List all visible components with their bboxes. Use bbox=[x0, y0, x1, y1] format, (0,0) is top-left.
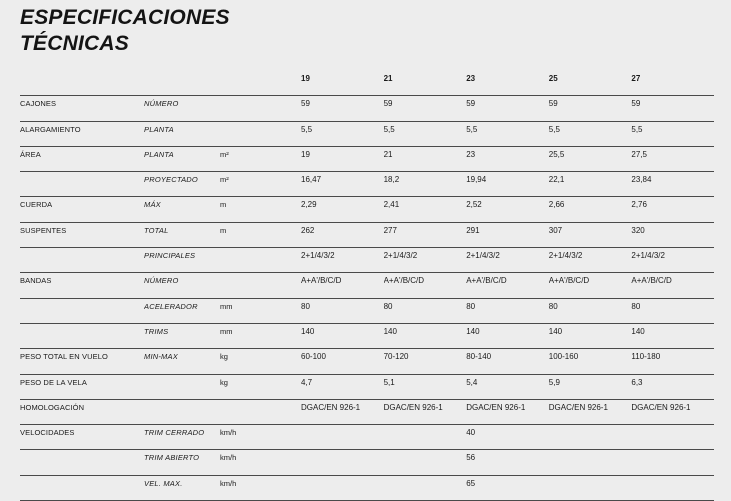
row-sublabel: MÁX bbox=[144, 197, 220, 222]
row-value: 2+1/4/3/2 bbox=[301, 248, 384, 273]
table-row bbox=[20, 374, 714, 399]
row-sublabel: PROYECTADO bbox=[144, 172, 220, 197]
row-value bbox=[631, 425, 714, 450]
row-unit bbox=[220, 399, 301, 424]
row-value: 5,5 bbox=[466, 121, 549, 146]
page-title bbox=[20, 5, 230, 57]
row-value: 2+1/4/3/2 bbox=[631, 248, 714, 273]
table-row bbox=[20, 399, 714, 424]
row-value: 277 bbox=[384, 222, 467, 247]
row-sublabel: TOTAL bbox=[144, 222, 220, 247]
row-sublabel: PLANTA bbox=[144, 121, 220, 146]
row-value: 2,52 bbox=[466, 197, 549, 222]
row-value: 22,1 bbox=[549, 172, 632, 197]
row-label: PESO TOTAL EN VUELO bbox=[20, 349, 144, 374]
row-value: 4,7 bbox=[301, 374, 384, 399]
row-value: 65 bbox=[466, 475, 549, 500]
table-row bbox=[20, 475, 714, 500]
row-value: 2+1/4/3/2 bbox=[466, 248, 549, 273]
row-value: 19,94 bbox=[466, 172, 549, 197]
row-sublabel: NÚMERO bbox=[144, 96, 220, 121]
row-value: 80 bbox=[384, 298, 467, 323]
table-row bbox=[20, 197, 714, 222]
row-value: 100-160 bbox=[549, 349, 632, 374]
row-value bbox=[301, 425, 384, 450]
row-unit: m² bbox=[220, 146, 301, 171]
row-sublabel: NÚMERO bbox=[144, 273, 220, 298]
header-size: 23 bbox=[466, 71, 549, 96]
row-value: 18,2 bbox=[384, 172, 467, 197]
table-row bbox=[20, 172, 714, 197]
specs-body bbox=[20, 96, 714, 501]
row-value: A+A'/B/C/D bbox=[301, 273, 384, 298]
row-label: ÁREA bbox=[20, 146, 144, 171]
header-empty-unit bbox=[220, 71, 301, 96]
row-value: 6,3 bbox=[631, 374, 714, 399]
row-sublabel: TRIM ABIERTO bbox=[144, 450, 220, 475]
row-value: 2,41 bbox=[384, 197, 467, 222]
row-sublabel: MIN-MAX bbox=[144, 349, 220, 374]
row-label: CUERDA bbox=[20, 197, 144, 222]
row-value: 25,5 bbox=[549, 146, 632, 171]
row-value: A+A'/B/C/D bbox=[384, 273, 467, 298]
table-row bbox=[20, 222, 714, 247]
row-value: 262 bbox=[301, 222, 384, 247]
row-sublabel: PLANTA bbox=[144, 146, 220, 171]
table-row bbox=[20, 323, 714, 348]
row-unit: m bbox=[220, 197, 301, 222]
row-value bbox=[549, 425, 632, 450]
row-value: A+A'/B/C/D bbox=[631, 273, 714, 298]
row-value: 307 bbox=[549, 222, 632, 247]
row-value: 59 bbox=[631, 96, 714, 121]
row-sublabel bbox=[144, 399, 220, 424]
row-value: 140 bbox=[549, 323, 632, 348]
row-value bbox=[301, 475, 384, 500]
row-label bbox=[20, 323, 144, 348]
row-label: SUSPENTES bbox=[20, 222, 144, 247]
row-unit: m bbox=[220, 222, 301, 247]
table-row bbox=[20, 96, 714, 121]
title-line-2: TÉCNICAS bbox=[20, 32, 129, 55]
row-value: 59 bbox=[466, 96, 549, 121]
row-unit bbox=[220, 273, 301, 298]
table-row bbox=[20, 121, 714, 146]
row-value bbox=[384, 450, 467, 475]
row-value: 140 bbox=[466, 323, 549, 348]
row-value: 40 bbox=[466, 425, 549, 450]
row-value: 80-140 bbox=[466, 349, 549, 374]
header-row bbox=[20, 71, 714, 96]
header-size: 27 bbox=[631, 71, 714, 96]
table-row bbox=[20, 450, 714, 475]
table-row bbox=[20, 349, 714, 374]
table-row bbox=[20, 298, 714, 323]
row-value: 19 bbox=[301, 146, 384, 171]
row-unit: kg bbox=[220, 374, 301, 399]
row-value bbox=[301, 450, 384, 475]
row-value: A+A'/B/C/D bbox=[466, 273, 549, 298]
row-unit: mm bbox=[220, 298, 301, 323]
specs-table bbox=[20, 71, 714, 501]
row-value bbox=[384, 425, 467, 450]
table-row bbox=[20, 273, 714, 298]
row-sublabel: TRIM CERRADO bbox=[144, 425, 220, 450]
row-value: 80 bbox=[631, 298, 714, 323]
row-label: BANDAS bbox=[20, 273, 144, 298]
row-value: 23,84 bbox=[631, 172, 714, 197]
row-value bbox=[549, 475, 632, 500]
row-value: 5,9 bbox=[549, 374, 632, 399]
row-label: HOMOLOGACIÓN bbox=[20, 399, 144, 424]
row-value: 80 bbox=[549, 298, 632, 323]
row-value: 291 bbox=[466, 222, 549, 247]
row-sublabel: VEL. MAX. bbox=[144, 475, 220, 500]
table-row bbox=[20, 425, 714, 450]
header-size: 21 bbox=[384, 71, 467, 96]
row-value: A+A'/B/C/D bbox=[549, 273, 632, 298]
row-value: 70-120 bbox=[384, 349, 467, 374]
row-value: 5,5 bbox=[631, 121, 714, 146]
row-label bbox=[20, 172, 144, 197]
header-empty-sub bbox=[144, 71, 220, 96]
row-value: 21 bbox=[384, 146, 467, 171]
row-value: 16,47 bbox=[301, 172, 384, 197]
row-value bbox=[631, 475, 714, 500]
row-sublabel: ACELERADOR bbox=[144, 298, 220, 323]
row-label bbox=[20, 450, 144, 475]
row-value: 59 bbox=[384, 96, 467, 121]
row-unit: mm bbox=[220, 323, 301, 348]
row-label: CAJONES bbox=[20, 96, 144, 121]
row-value: 27,5 bbox=[631, 146, 714, 171]
row-label bbox=[20, 475, 144, 500]
row-value: 56 bbox=[466, 450, 549, 475]
title-line-1: ESPECIFICACIONES bbox=[20, 6, 230, 29]
row-value: DGAC/EN 926-1 bbox=[301, 399, 384, 424]
row-label bbox=[20, 298, 144, 323]
specs-header bbox=[20, 71, 714, 96]
row-value: 2,76 bbox=[631, 197, 714, 222]
header-empty-label bbox=[20, 71, 144, 96]
row-label: ALARGAMIENTO bbox=[20, 121, 144, 146]
row-unit: m² bbox=[220, 172, 301, 197]
row-value: 2,29 bbox=[301, 197, 384, 222]
row-value: 5,5 bbox=[301, 121, 384, 146]
row-unit bbox=[220, 248, 301, 273]
row-value: 80 bbox=[466, 298, 549, 323]
row-value: 2+1/4/3/2 bbox=[384, 248, 467, 273]
row-value: 5,1 bbox=[384, 374, 467, 399]
row-value: 140 bbox=[631, 323, 714, 348]
row-value: 320 bbox=[631, 222, 714, 247]
row-value: DGAC/EN 926-1 bbox=[466, 399, 549, 424]
row-value: 80 bbox=[301, 298, 384, 323]
row-sublabel bbox=[144, 374, 220, 399]
row-value: 59 bbox=[301, 96, 384, 121]
row-value: 140 bbox=[301, 323, 384, 348]
row-value: 5,5 bbox=[549, 121, 632, 146]
row-value: 60-100 bbox=[301, 349, 384, 374]
row-value bbox=[384, 475, 467, 500]
row-value: DGAC/EN 926-1 bbox=[631, 399, 714, 424]
row-unit: km/h bbox=[220, 475, 301, 500]
header-size: 25 bbox=[549, 71, 632, 96]
table-row bbox=[20, 248, 714, 273]
row-value bbox=[549, 450, 632, 475]
row-label bbox=[20, 248, 144, 273]
row-unit: kg bbox=[220, 349, 301, 374]
row-value: DGAC/EN 926-1 bbox=[549, 399, 632, 424]
row-value bbox=[631, 450, 714, 475]
row-value: 5,4 bbox=[466, 374, 549, 399]
row-value: 5,5 bbox=[384, 121, 467, 146]
row-value: 2,66 bbox=[549, 197, 632, 222]
header-size: 19 bbox=[301, 71, 384, 96]
row-value: 23 bbox=[466, 146, 549, 171]
row-value: 59 bbox=[549, 96, 632, 121]
row-value: 140 bbox=[384, 323, 467, 348]
row-unit: km/h bbox=[220, 425, 301, 450]
row-label: PESO DE LA VELA bbox=[20, 374, 144, 399]
row-sublabel: PRINCIPALES bbox=[144, 248, 220, 273]
row-label: VELOCIDADES bbox=[20, 425, 144, 450]
row-sublabel: TRIMS bbox=[144, 323, 220, 348]
row-unit bbox=[220, 96, 301, 121]
row-unit bbox=[220, 121, 301, 146]
table-row bbox=[20, 146, 714, 171]
row-value: DGAC/EN 926-1 bbox=[384, 399, 467, 424]
row-value: 2+1/4/3/2 bbox=[549, 248, 632, 273]
row-value: 110-180 bbox=[631, 349, 714, 374]
row-unit: km/h bbox=[220, 450, 301, 475]
